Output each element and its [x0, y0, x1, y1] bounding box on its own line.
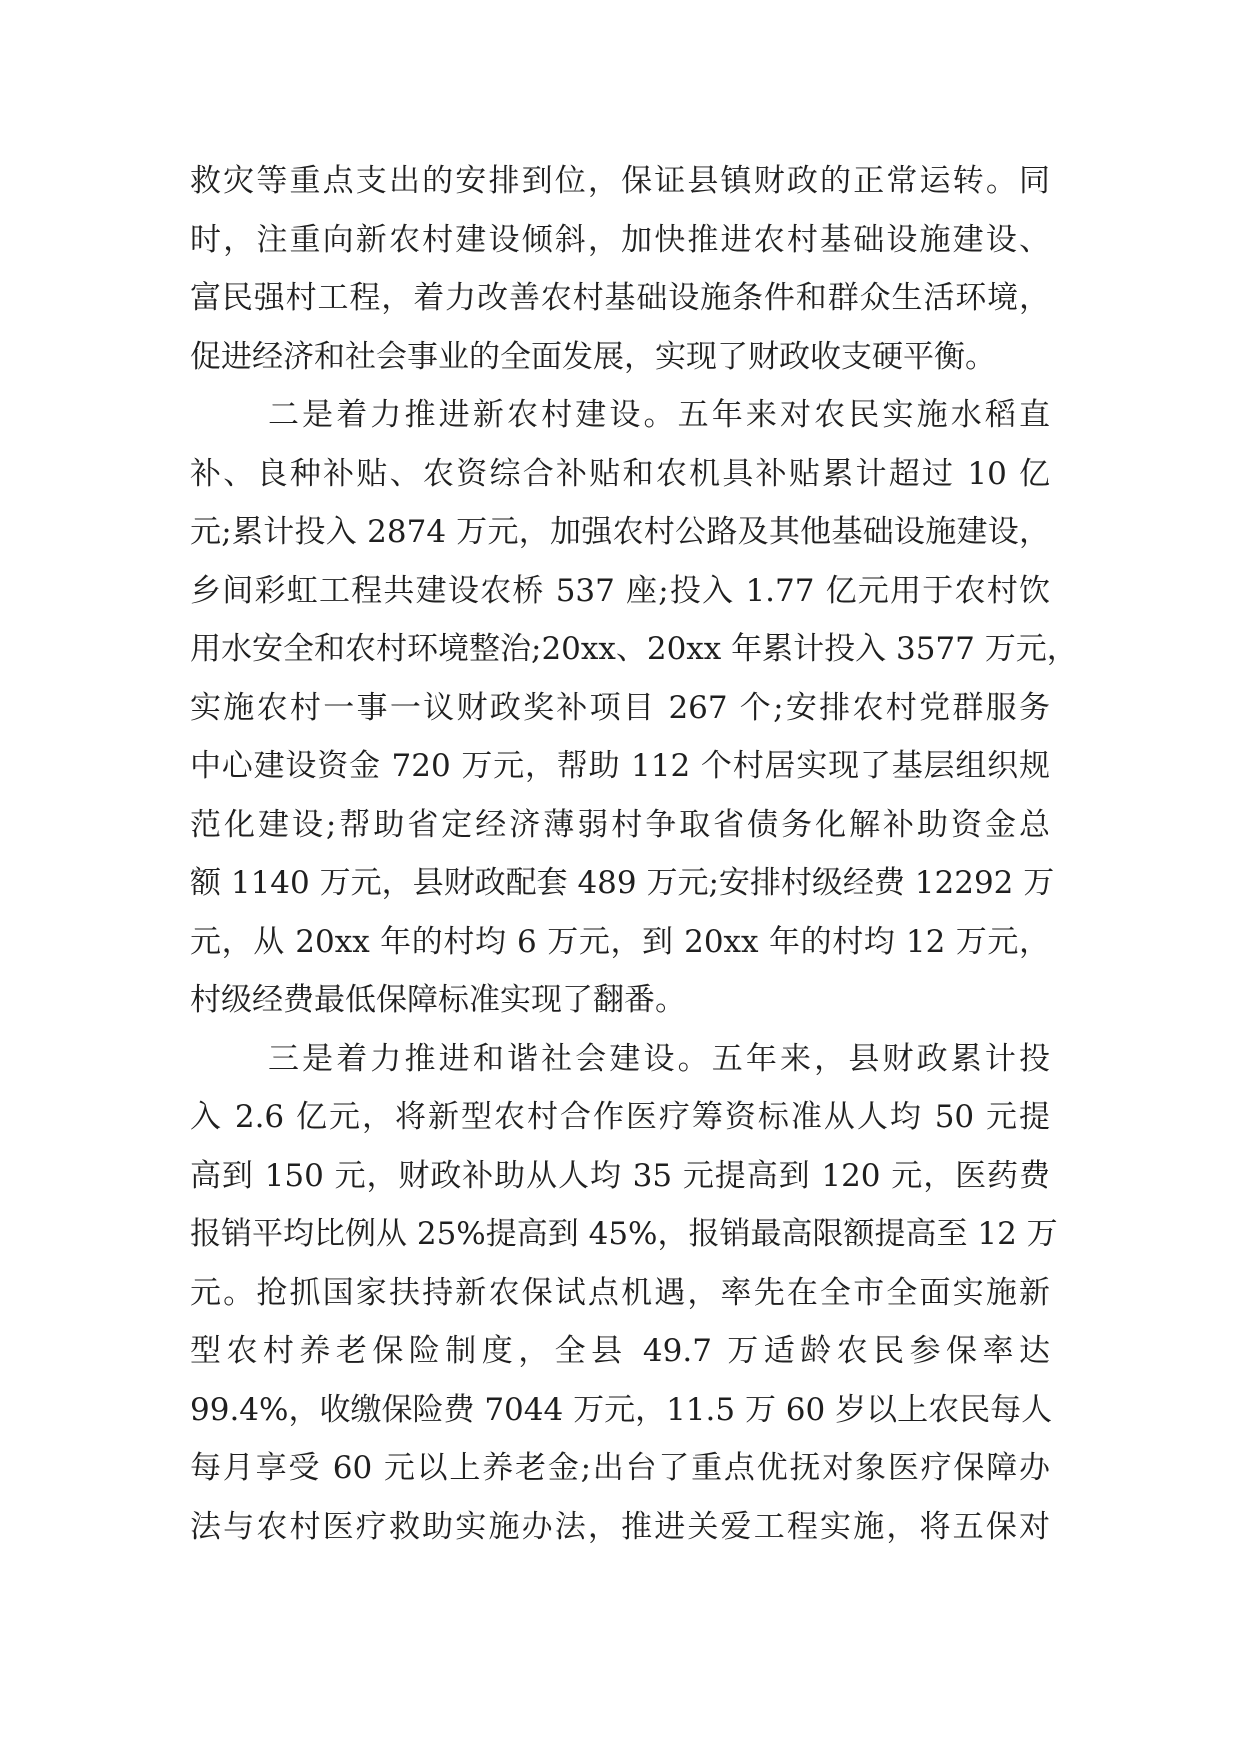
text-line: 富民强村工程，着力改善农村基础设施条件和群众生活环境， [190, 280, 1050, 316]
text-line: 乡间彩虹工程共建设农桥 537 座;投入 1.77 亿元用于农村饮 [190, 572, 1050, 609]
text-line: 范化建设;帮助省定经济薄弱村争取省债务化解补助资金总 [190, 806, 1050, 843]
text-line: 时，注重向新农村建设倾斜，加快推进农村基础设施建设、 [190, 221, 1050, 258]
text-line: 救灾等重点支出的安排到位，保证县镇财政的正常运转。同 [190, 163, 1050, 199]
text-line: 报销平均比例从 25%提高到 45%，报销最高限额提高至 12 万 [190, 1216, 1058, 1252]
text-line: 法与农村医疗救助实施办法，推进关爱工程实施，将五保对 [190, 1508, 1050, 1545]
text-line: 额 1140 万元，县财政配套 489 万元;安排村级经费 12292 万 [190, 865, 1055, 901]
text-line: 高到 150 元，财政补助从人均 35 元提高到 120 元，医药费 [190, 1157, 1050, 1194]
text-line: 元，从 20xx 年的村均 6 万元，到 20xx 年的村均 12 万元， [190, 923, 1050, 960]
text-line: 元;累计投入 2874 万元，加强农村公路及其他基础设施建设， [190, 514, 1050, 550]
text-line: 每月享受 60 元以上养老金;出台了重点优抚对象医疗保障办 [190, 1450, 1050, 1486]
text-line: 元。抢抓国家扶持新农保试点机遇，率先在全市全面实施新 [190, 1274, 1050, 1311]
paragraph-start-line: 二是着力推进新农村建设。五年来对农民实施水稻直 [268, 397, 1050, 433]
text-line: 型农村养老保险制度，全县 49.7 万适龄农民参保率达 [190, 1333, 1050, 1369]
text-line: 促进经济和社会事业的全面发展，实现了财政收支硬平衡。 [190, 338, 996, 375]
paragraph-start-line: 三是着力推进和谐社会建设。五年来，县财政累计投 [268, 1040, 1050, 1077]
text-line: 入 2.6 亿元，将新型农村合作医疗筹资标准从人均 50 元提 [190, 1099, 1050, 1135]
text-line: 用水安全和农村环境整治;20xx、20xx 年累计投入 3577 万元， [190, 631, 1078, 667]
text-line: 村级经费最低保障标准实现了翻番。 [190, 982, 686, 1018]
text-line: 实施农村一事一议财政奖补项目 267 个;安排农村党群服务 [190, 689, 1050, 726]
text-line: 中心建设资金 720 万元，帮助 112 个村居实现了基层组织规 [190, 748, 1050, 784]
text-line: 99.4%，收缴保险费 7044 万元，11.5 万 60 岁以上农民每人 [190, 1391, 1053, 1428]
body-text [190, 152, 1078, 1556]
text-line: 补、良种补贴、农资综合补贴和农机具补贴累计超过 10 亿 [190, 455, 1050, 492]
